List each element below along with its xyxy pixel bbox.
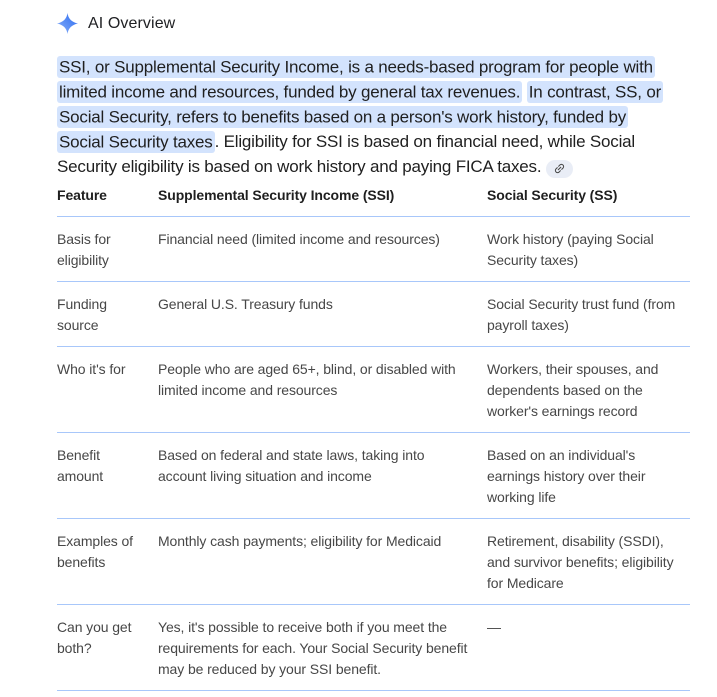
citation-link-chip[interactable] bbox=[546, 160, 573, 178]
cited-text-segment[interactable]: SSI, or Supplemental Security Income, is a needs-based program for people with bbox=[59, 57, 653, 76]
comparison-table bbox=[57, 185, 690, 691]
ss-cell: Retirement, disability (SSDI), and survivor benefits; eligibility for Medicare bbox=[487, 533, 674, 591]
column-header-ss: Social Security (SS) bbox=[487, 187, 618, 203]
table-row bbox=[57, 347, 690, 433]
cited-text-segment[interactable]: Social Security, refers to benefits based on a person's work history, funded by bbox=[59, 107, 627, 126]
table-row bbox=[57, 217, 690, 282]
ssi-cell: People who are aged 65+, blind, or disabled with limited income and resources bbox=[158, 361, 456, 398]
ssi-cell: Monthly cash payments; eligibility for Medicaid bbox=[158, 533, 442, 549]
ai-overview-title: AI Overview bbox=[88, 14, 176, 32]
summary-line bbox=[57, 154, 717, 179]
ai-overview-header bbox=[0, 0, 717, 34]
cited-text-segment[interactable]: In contrast, SS, or bbox=[528, 82, 662, 101]
ss-cell: Social Security trust fund (from payroll taxes) bbox=[487, 296, 676, 333]
table-row bbox=[57, 433, 690, 519]
ss-cell: — bbox=[487, 619, 501, 635]
feature-cell: Can you get both? bbox=[57, 619, 132, 656]
ss-cell: Workers, their spouses, and dependents based on the worker's earnings record bbox=[487, 361, 659, 419]
table-row bbox=[57, 605, 690, 691]
feature-cell: Who it's for bbox=[57, 361, 126, 377]
ssi-cell: General U.S. Treasury funds bbox=[158, 296, 333, 312]
table-row bbox=[57, 519, 690, 605]
table-header-row bbox=[57, 185, 690, 217]
feature-cell: Funding source bbox=[57, 296, 107, 333]
column-header-feature: Feature bbox=[57, 187, 107, 203]
feature-cell: Benefit amount bbox=[57, 447, 104, 484]
summary-line bbox=[57, 129, 717, 154]
summary-line bbox=[57, 104, 717, 129]
text-segment: Security eligibility is based on work history and paying FICA taxes. bbox=[57, 157, 542, 176]
ss-cell: Work history (paying Social Security taxes) bbox=[487, 231, 654, 268]
cited-text-segment[interactable]: limited income and resources, funded by general tax revenues. bbox=[59, 82, 521, 101]
feature-cell: Basis for eligibility bbox=[57, 231, 111, 268]
feature-cell: Examples of benefits bbox=[57, 533, 133, 570]
ss-cell: Based on an individual's earnings history over their working life bbox=[487, 447, 646, 505]
column-header-ssi: Supplemental Security Income (SSI) bbox=[158, 187, 395, 203]
ssi-cell: Based on federal and state laws, taking into account living situation and income bbox=[158, 447, 425, 484]
link-icon bbox=[551, 159, 569, 177]
summary-line bbox=[57, 54, 717, 79]
summary-paragraph bbox=[57, 54, 717, 179]
text-segment: . Eligibility for SSI is based on financial need, while Social bbox=[214, 132, 635, 151]
cited-text-segment[interactable]: Social Security taxes bbox=[59, 132, 213, 151]
table-row bbox=[57, 282, 690, 347]
ssi-cell: Yes, it's possible to receive both if you meet the requirements for each. Your Social Security benefit may be reduced by your SSI benefit. bbox=[158, 619, 468, 677]
ssi-cell: Financial need (limited income and resources) bbox=[158, 231, 440, 247]
ai-sparkle-icon bbox=[57, 13, 78, 34]
summary-line bbox=[57, 79, 717, 104]
